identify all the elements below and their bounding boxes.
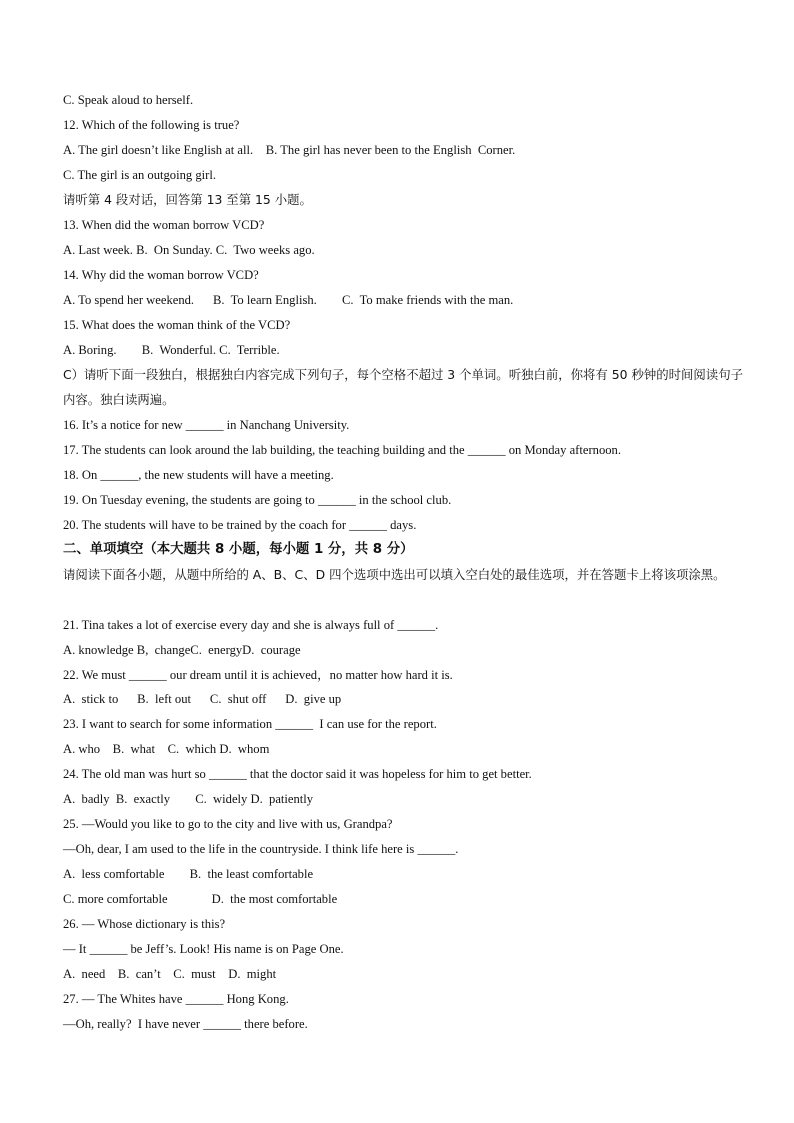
question-15: 15. What does the woman think of the VCD? xyxy=(63,318,291,332)
options-13: A. Last week. B. On Sunday. C. Two weeks ago. xyxy=(63,243,315,257)
options-12-ab: A. The girl doesn’t like English at all. B. The girl has never been to the English Corner. xyxy=(63,143,516,157)
question-20: 20. The students will have to be trained by the coach for ______ days. xyxy=(63,518,417,532)
options-26: A. need B. can’t C. must D. might xyxy=(63,967,277,981)
question-23: 23. I want to search for some information ______ I can use for the report. xyxy=(63,717,437,731)
question-22: 22. We must ______ our dream until it is achieved，no matter how hard it is. xyxy=(63,668,453,682)
instruction-monologue: C）请听下面一段独白，根据独白内容完成下列句子，每个空格不超过 3 个单词。听独白前，你将有 50 秒钟的时间阅读句子内容。独白读两遍。 xyxy=(63,367,743,407)
option-12-c: C. The girl is an outgoing girl. xyxy=(63,168,216,182)
options-14: A. To spend her weekend. B. To learn English. C. To make friends with the man. xyxy=(63,293,514,307)
question-25: 25. —Would you like to go to the city and live with us, Grandpa? xyxy=(63,817,393,831)
question-13: 13. When did the woman borrow VCD? xyxy=(63,218,265,232)
question-19: 19. On Tuesday evening, the students are going to ______ in the school club. xyxy=(63,493,452,507)
options-24: A. badly B. exactly C. widely D. patiently xyxy=(63,792,314,806)
options-15: A. Boring. B. Wonderful. C. Terrible. xyxy=(63,343,280,357)
question-12: 12. Which of the following is true? xyxy=(63,118,240,132)
options-25-cd: C. more comfortable D. the most comfortable xyxy=(63,892,338,906)
question-27-reply: —Oh, really? I have never ______ there before. xyxy=(63,1017,308,1031)
options-21: A. knowledge B, changeC. energyD. courage xyxy=(63,643,301,657)
question-25-reply: —Oh, dear, I am used to the life in the countryside. I think life here is ______. xyxy=(63,842,459,856)
question-26: 26. — Whose dictionary is this? xyxy=(63,917,226,931)
question-14: 14. Why did the woman borrow VCD? xyxy=(63,268,259,282)
options-25-ab: A. less comfortable B. the least comfortable xyxy=(63,867,314,881)
instruction-dialog-4: 请听第 4 段对话，回答第 13 至第 15 小题。 xyxy=(63,192,312,207)
question-16: 16. It’s a notice for new ______ in Nanchang University. xyxy=(63,418,350,432)
question-27: 27. — The Whites have ______ Hong Kong. xyxy=(63,992,289,1006)
section-heading: 二、单项填空（本大题共 8 小题，每小题 1 分，共 8 分） xyxy=(63,542,414,557)
option-line: C. Speak aloud to herself. xyxy=(63,93,194,107)
section-instruction: 请阅读下面各小题，从题中所给的 A、B、C、D 四个选项中选出可以填入空白处的最佳选项，并在答题卡上将该项涂黑。 xyxy=(63,567,726,582)
question-18: 18. On ______, the new students will have a meeting. xyxy=(63,468,334,482)
options-22: A. stick to B. left out C. shut off D. give up xyxy=(63,692,342,706)
question-17: 17. The students can look around the lab building, the teaching building and the ______ on Monday afternoon. xyxy=(63,443,621,457)
options-23: A. who B. what C. which D. whom xyxy=(63,742,270,756)
question-24: 24. The old man was hurt so ______ that the doctor said it was hopeless for him to get better. xyxy=(63,767,532,781)
question-26-reply: — It ______ be Jeff’s. Look! His name is on Page One. xyxy=(63,942,344,956)
question-21: 21. Tina takes a lot of exercise every day and she is always full of ______. xyxy=(63,618,439,632)
